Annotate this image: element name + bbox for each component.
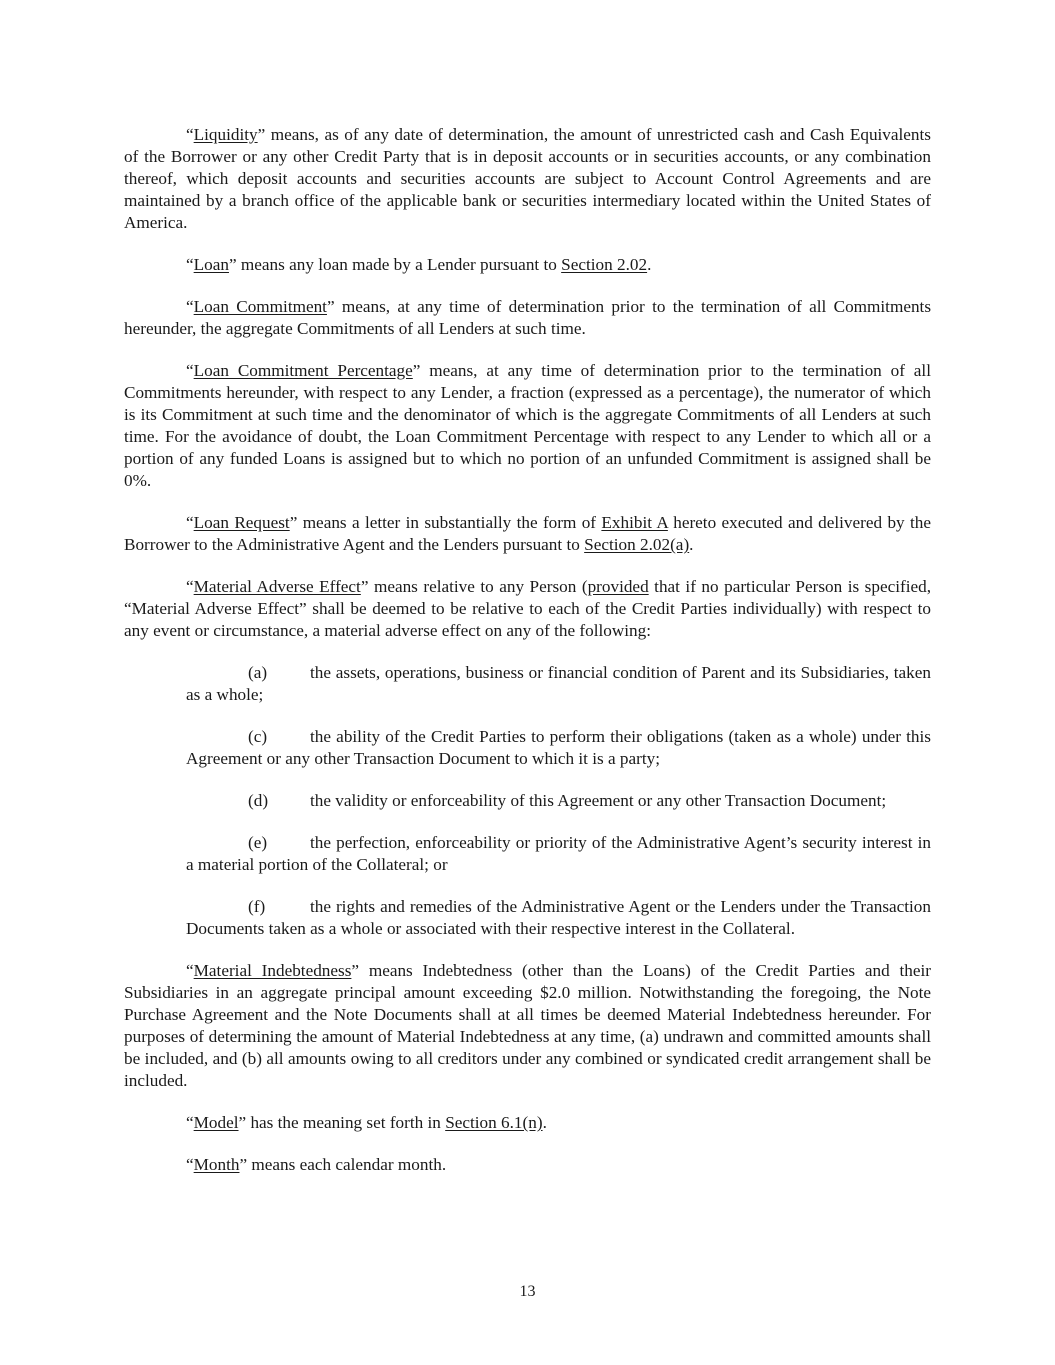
defined-term: Liquidity xyxy=(193,125,258,144)
open-quote: “ xyxy=(186,297,194,316)
definition-text: ” means, at any time of determination prior to the termination of all Commitments hereunder, the aggregate Commitments of all Lenders at such time. xyxy=(124,297,932,338)
defined-term: Month xyxy=(193,1155,240,1174)
defined-term: Material Indebtedness xyxy=(193,961,352,980)
section-reference: Section 6.1(n) xyxy=(445,1113,543,1132)
definition-material-indebtedness xyxy=(124,960,931,1092)
definition-text: hereto executed and delivered by the Borrower to the Administrative Agent and the Lenders pursuant to xyxy=(124,513,931,554)
list-text: the rights and remedies of the Administrative Agent or the Lenders under the Transaction Documents taken as a whole or associated with their respective interest in the Collateral. xyxy=(186,897,931,938)
section-reference: Section 2.02 xyxy=(561,255,648,274)
page-number: 13 xyxy=(519,1283,536,1300)
provided-term: provided xyxy=(587,577,649,596)
punctuation: . xyxy=(647,255,652,274)
open-quote: “ xyxy=(186,255,194,274)
defined-term: Material Adverse Effect xyxy=(193,577,361,596)
open-quote: “ xyxy=(186,513,194,532)
list-item-d xyxy=(186,790,931,812)
definition-text: ” means each calendar month. xyxy=(239,1155,447,1174)
list-item-c xyxy=(186,726,931,770)
list-label: (e) xyxy=(248,833,268,852)
definition-text: ” means any loan made by a Lender pursuant to xyxy=(228,255,562,274)
definition-text: ” means, at any time of determination prior to the termination of all Commitments hereunder, with respect to any Lender, a fraction (expressed as a percentage), the numerator of which is its Commitment at such time and the denominator of which is the aggregate Commitments of all Lenders at such time. For the avoidance of doubt, the Loan Commitment Percentage with respect to any Lender to which all or a portion of any funded Loans is assigned but to which no portion of an unfunded Commitment is assigned shall be 0%. xyxy=(124,361,931,490)
list-label: (a) xyxy=(248,663,268,682)
definition-loan xyxy=(124,254,931,276)
open-quote: “ xyxy=(186,1113,194,1132)
exhibit-reference: Exhibit A xyxy=(601,513,668,532)
list-item-e xyxy=(186,832,931,876)
document-page xyxy=(124,124,931,1196)
defined-term: Loan xyxy=(193,255,229,274)
defined-term: Loan Commitment xyxy=(193,297,327,316)
list-text: the assets, operations, business or financial condition of Parent and its Subsidiaries, taken as a whole; xyxy=(186,663,931,704)
definition-material-adverse-effect xyxy=(124,576,931,642)
defined-term: Loan Commitment Percentage xyxy=(193,361,413,380)
list-text: the perfection, enforceability or priority of the Administrative Agent’s security interest in a material portion of the Collateral; or xyxy=(186,833,931,874)
definition-liquidity xyxy=(124,124,931,234)
definition-loan-commitment xyxy=(124,296,931,340)
definition-loan-commitment-percentage xyxy=(124,360,931,492)
definition-model xyxy=(124,1112,931,1134)
definition-text: ” means Indebtedness (other than the Loans) of the Credit Parties and their Subsidiaries in an aggregate principal amount exceeding $2.0 million. Notwithstanding the foregoing, the Note Purchase Agreement and the Note Documents shall at all times be deemed Material Indebtedness hereunder. For purposes of determining the amount of Material Indebtedness at any time, (a) undrawn and committed amounts shall be included, and (b) all amounts owing to all creditors under any combined or syndicated credit arrangement shall be included. xyxy=(124,961,931,1090)
open-quote: “ xyxy=(186,1155,194,1174)
definition-text: that if no particular Person is specified, “Material Adverse Effect” shall be deemed to be relative to each of the Credit Parties individually) with respect to any event or circumstance, a material adverse effect on any of the following: xyxy=(124,577,932,640)
punctuation: . xyxy=(689,535,694,554)
list-text: the ability of the Credit Parties to perform their obligations (taken as a whole) under this Agreement or any other Transaction Document to which it is a party; xyxy=(186,727,931,768)
open-quote: “ xyxy=(186,361,194,380)
list-item-f xyxy=(186,896,931,940)
definition-text: ” means, as of any date of determination, the amount of unrestricted cash and Cash Equivalents of the Borrower or any other Credit Party that is in deposit accounts or in securities accounts, or any combination thereof, which deposit accounts and securities accounts are subject to Account Control Agreements and are maintained by a branch office of the applicable bank or securities intermediary located within the United States of America. xyxy=(124,125,931,232)
list-item-a xyxy=(186,662,931,706)
section-reference: Section 2.02(a) xyxy=(584,535,690,554)
punctuation: . xyxy=(542,1113,547,1132)
defined-term: Loan Request xyxy=(193,513,290,532)
definition-text: ” means relative to any Person ( xyxy=(360,577,588,596)
list-text: the validity or enforceability of this Agreement or any other Transaction Document; xyxy=(310,791,887,810)
open-quote: “ xyxy=(186,125,194,144)
definition-text: ” means a letter in substantially the form of xyxy=(289,513,602,532)
defined-term: Model xyxy=(193,1113,239,1132)
list-label: (c) xyxy=(248,727,268,746)
definition-month xyxy=(124,1154,931,1176)
open-quote: “ xyxy=(186,577,194,596)
list-label: (d) xyxy=(248,791,269,810)
list-label: (f) xyxy=(248,897,266,916)
definition-text: ” has the meaning set forth in xyxy=(238,1113,446,1132)
open-quote: “ xyxy=(186,961,194,980)
definition-loan-request xyxy=(124,512,931,556)
